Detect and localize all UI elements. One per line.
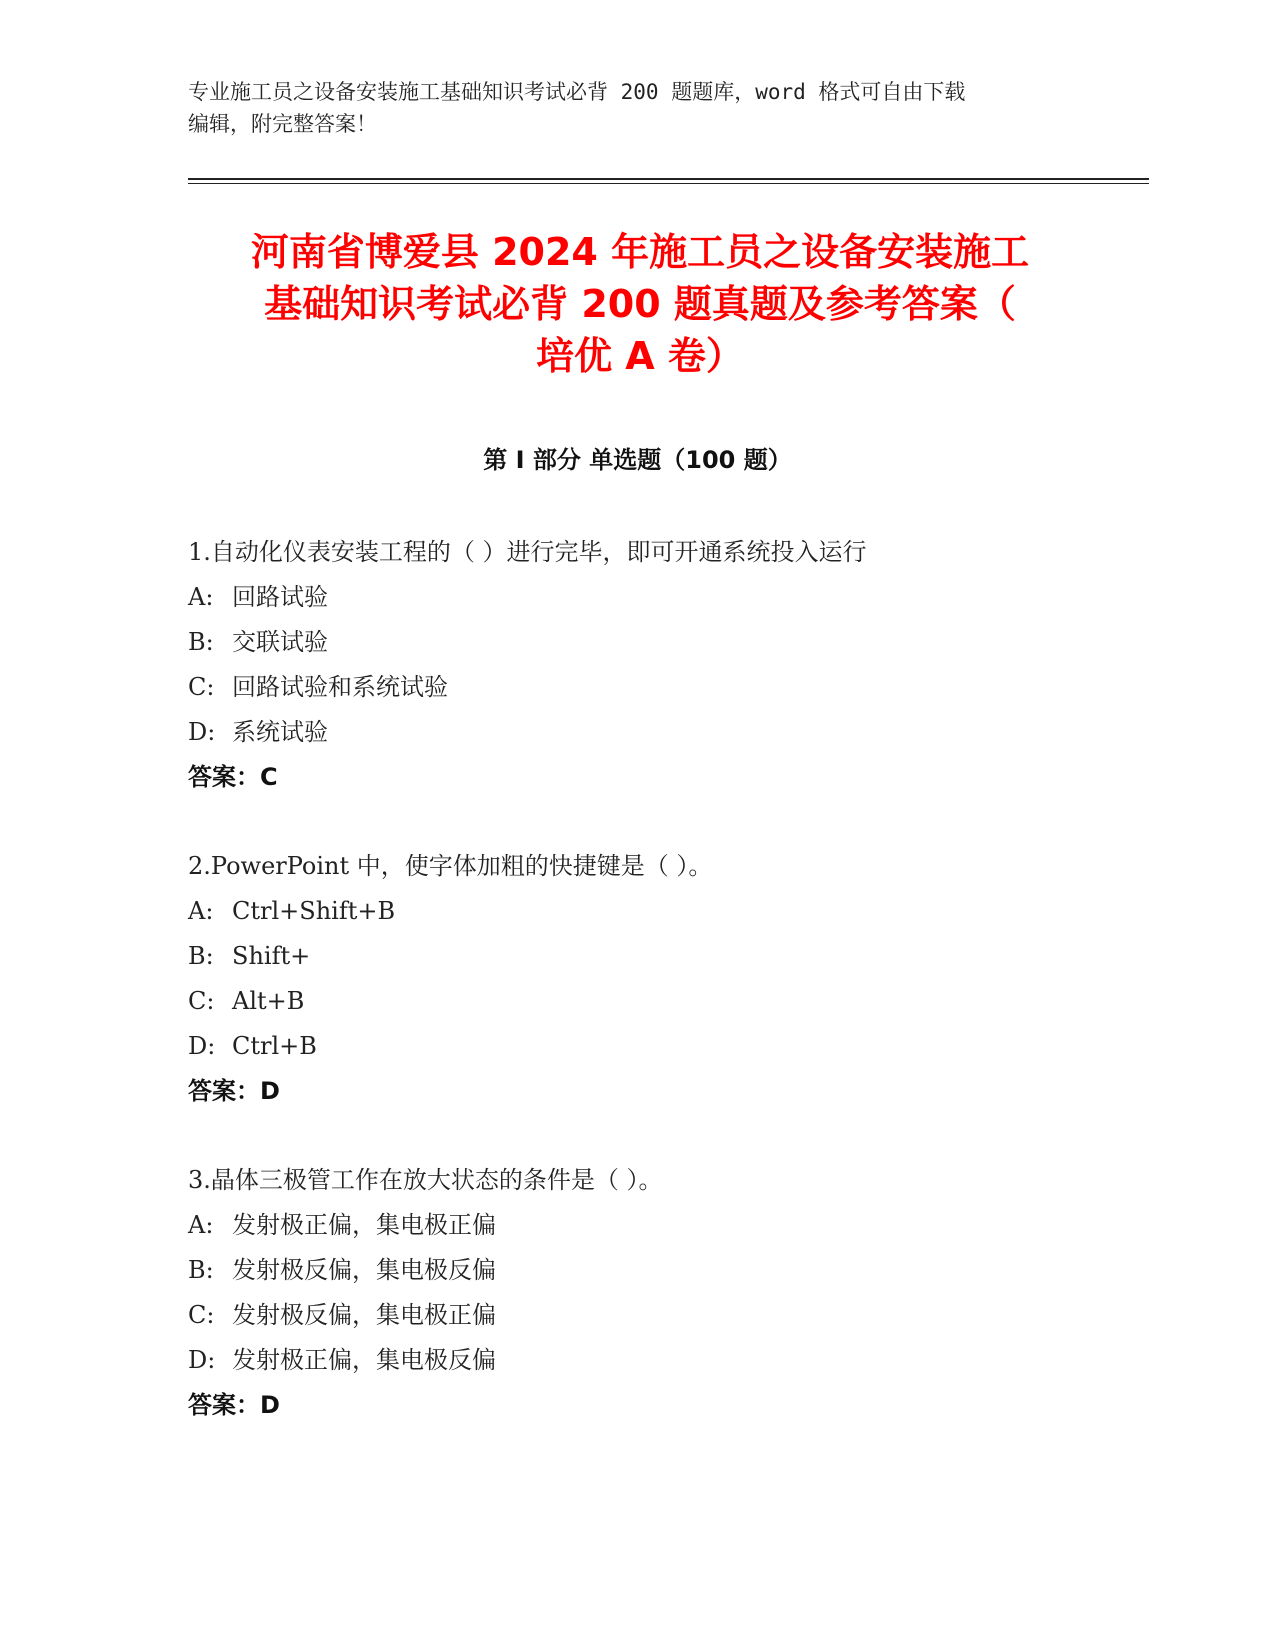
option-label: C: xyxy=(188,1301,215,1329)
header-note-line-1: 专业施工员之设备安装施工基础知识考试必背 200 题题库，word 格式可自由下载 xyxy=(188,80,966,104)
question-stem: 3.晶体三极管工作在放大状态的条件是（ ）。 xyxy=(188,1166,663,1194)
option-d xyxy=(188,1024,1138,1069)
option-text: 发射极反偏，集电极反偏 xyxy=(232,1256,496,1284)
document-title xyxy=(160,226,1120,382)
option-text: 回路试验和系统试验 xyxy=(232,673,448,701)
header-note xyxy=(188,76,1088,140)
header-rule-thick xyxy=(188,178,1149,180)
option-text: 发射极正偏，集电极正偏 xyxy=(232,1211,496,1239)
option-c xyxy=(188,665,1138,710)
question-2 xyxy=(188,844,1138,1114)
option-text: Ctrl+B xyxy=(232,1032,317,1060)
option-text: 交联试验 xyxy=(232,628,328,656)
question-1 xyxy=(188,530,1138,800)
option-label: B: xyxy=(188,1256,214,1284)
option-text: 系统试验 xyxy=(232,718,328,746)
section-title: 第 I 部分 单选题（100 题） xyxy=(483,446,792,474)
option-text: 发射极正偏，集电极反偏 xyxy=(232,1346,496,1374)
option-a xyxy=(188,1203,1138,1248)
option-b xyxy=(188,620,1138,665)
question-list xyxy=(188,530,1138,1472)
option-label: B: xyxy=(188,942,214,970)
option-c xyxy=(188,1293,1138,1338)
option-label: C: xyxy=(188,987,215,1015)
question-stem: 1.自动化仪表安装工程的（ ）进行完毕，即可开通系统投入运行 xyxy=(188,538,867,566)
option-text: 回路试验 xyxy=(232,583,328,611)
title-line-1: 河南省博爱县 2024 年施工员之设备安装施工 xyxy=(250,230,1030,274)
option-b xyxy=(188,934,1138,979)
option-label: B: xyxy=(188,628,214,656)
option-label: C: xyxy=(188,673,215,701)
option-label: D: xyxy=(188,718,216,746)
header-note-line-2: 编辑，附完整答案！ xyxy=(188,112,377,136)
question-3 xyxy=(188,1158,1138,1428)
answer: 答案：D xyxy=(188,1391,280,1419)
option-label: A: xyxy=(188,1211,214,1239)
title-line-3: 培优 A 卷） xyxy=(536,334,744,378)
answer: 答案：C xyxy=(188,763,278,791)
question-stem: 2.PowerPoint 中，使字体加粗的快捷键是（ ）。 xyxy=(188,852,713,880)
option-a xyxy=(188,889,1138,934)
option-c xyxy=(188,979,1138,1024)
option-a xyxy=(188,575,1138,620)
option-text: Alt+B xyxy=(232,987,305,1015)
option-text: Ctrl+Shift+B xyxy=(232,897,396,925)
answer: 答案：D xyxy=(188,1077,280,1105)
option-b xyxy=(188,1248,1138,1293)
option-text: 发射极反偏，集电极正偏 xyxy=(232,1301,496,1329)
option-label: D: xyxy=(188,1346,216,1374)
option-d xyxy=(188,710,1138,755)
header-rule-thin xyxy=(188,183,1149,184)
option-label: A: xyxy=(188,583,214,611)
option-text: Shift+ xyxy=(232,942,311,970)
title-line-2: 基础知识考试必背 200 题真题及参考答案（ xyxy=(264,282,1016,326)
option-d xyxy=(188,1338,1138,1383)
option-label: A: xyxy=(188,897,214,925)
option-label: D: xyxy=(188,1032,216,1060)
